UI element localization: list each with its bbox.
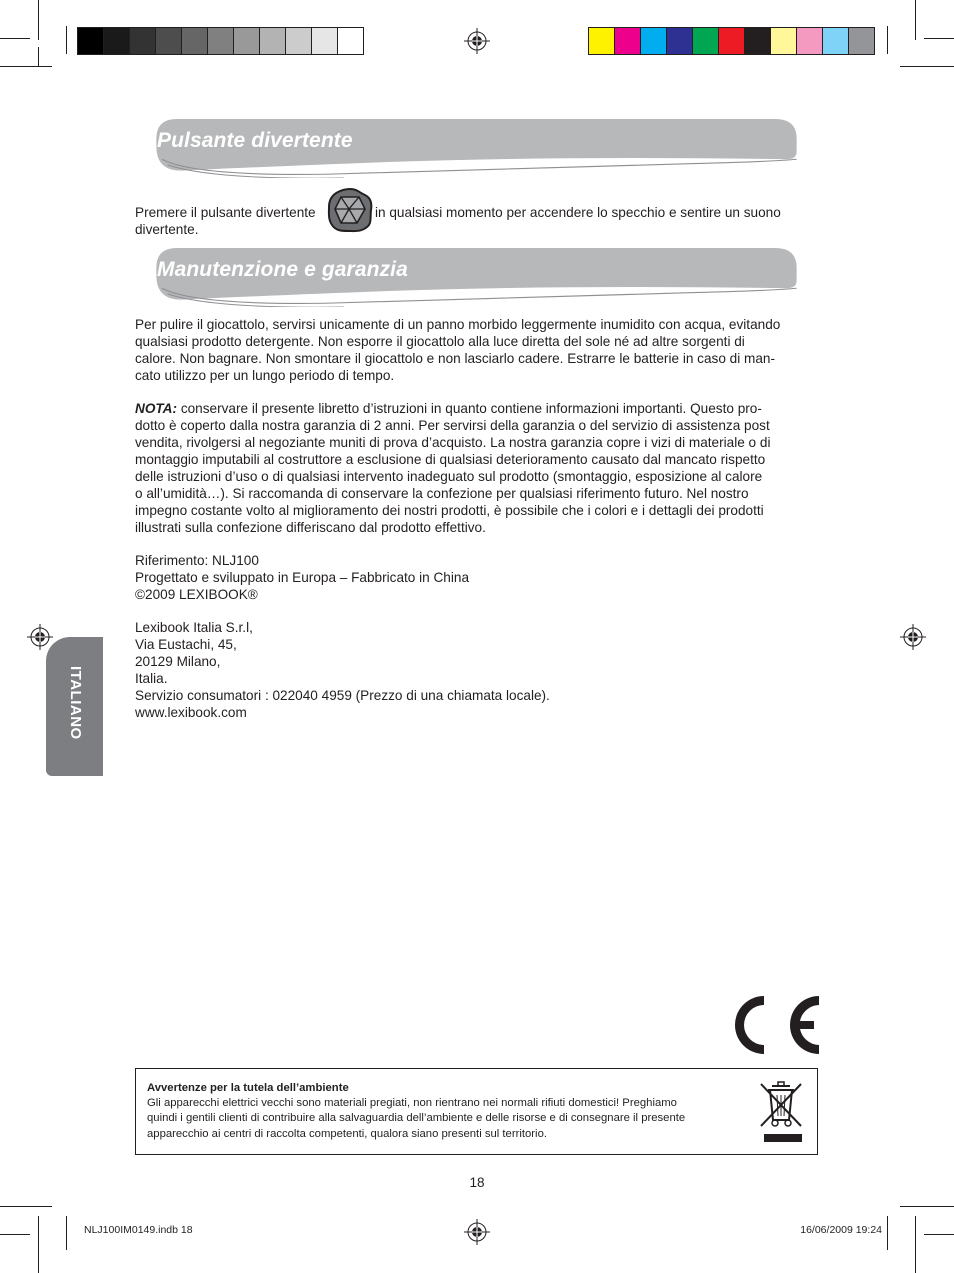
nota-line: montaggio imputabili al costruttore a esclusione di qualsiasi deterioramento causato dal mancato rispetto xyxy=(135,452,766,467)
environment-notice-title: Avvertenze per la tutela dell’ambiente xyxy=(147,1082,349,1094)
address-line: Servizio consumatori : 022040 4959 (Prezzo di una chiamata locale). xyxy=(135,688,550,703)
registration-mark-icon xyxy=(900,624,926,650)
color-swatch xyxy=(693,28,719,54)
maintenance-line: calore. Non bagnare. Non smontare il giocattolo e non lasciarlo cadere. Estrarre le batterie in caso di man- xyxy=(135,351,775,366)
color-swatch xyxy=(104,28,130,54)
address-line: Italia. xyxy=(135,671,168,686)
nota-first-line: conservare il presente libretto d’istruzioni in quanto contiene informazioni importanti. Questo pro- xyxy=(180,401,762,416)
nota-label: NOTA: xyxy=(135,401,178,416)
fun-text-after: in qualsiasi momento per accendere lo specchio e sentire un suono xyxy=(375,205,781,220)
footer-file-info: NLJ100IM0149.indb 18 xyxy=(84,1224,193,1236)
environment-notice-line: apparecchio ai centri di raccolta competenti, qualora siano presenti sul territorio. xyxy=(147,1127,547,1140)
color-swatch xyxy=(797,28,823,54)
reference-line: ©2009 LEXIBOOK® xyxy=(135,587,258,602)
color-swatch xyxy=(719,28,745,54)
color-swatch xyxy=(338,28,363,54)
color-swatch xyxy=(130,28,156,54)
color-swatch xyxy=(208,28,234,54)
maintenance-line: Per pulire il giocattolo, servirsi unicamente di un panno morbido leggermente inumidito con acqua, evitando xyxy=(135,317,781,332)
environment-notice-line: Gli apparecchi elettrici vecchi sono materiali pregiati, non rientrano nei normali rifiuti domestici! Preghiamo xyxy=(147,1097,677,1110)
fun-text-before: Premere il pulsante divertente xyxy=(135,205,316,220)
color-swatch xyxy=(234,28,260,54)
color-swatch xyxy=(286,28,312,54)
environment-notice-text xyxy=(147,1081,747,1142)
page-number: 18 xyxy=(469,1175,485,1190)
address-line: Lexibook Italia S.r.l, xyxy=(135,620,253,635)
color-swatch xyxy=(78,28,104,54)
crossed-bin-icon xyxy=(758,1078,804,1146)
reference-line: Riferimento: NLJ100 xyxy=(135,553,259,568)
nota-line: o all’umidità…). Si raccomanda di conservare la confezione per qualsiasi riferimento futuro. Nel nostro xyxy=(135,486,749,501)
color-swatch xyxy=(312,28,338,54)
registration-mark-icon xyxy=(27,624,53,650)
nota-line: vendita, rivolgersi al negoziante muniti di prova d’acquisto. La nostra garanzia copre i vizi di materiale o di xyxy=(135,435,771,450)
nota-line: delle istruzioni d’uso o di qualsiasi intervento inadeguato sul prodotto (smontaggio, esposizione al calore xyxy=(135,469,763,484)
color-swatch xyxy=(260,28,286,54)
ce-mark-icon xyxy=(730,993,820,1057)
nota-line: dotto è coperto dalla nostra garanzia di 2 anni. Per servirsi della garanzia o del servizio di assistenza post xyxy=(135,418,770,433)
maintenance-line: qualsiasi prodotto detergente. Non esporre il giocattolo alla luce diretta del sole né ad altre sorgenti di xyxy=(135,334,745,349)
environment-notice-line: quindi i gentili clienti di contribuire alla salvaguardia dell’ambiente e delle risorse e di consegnare il presente xyxy=(147,1112,686,1125)
footer-date-info: 16/06/2009 19:24 xyxy=(800,1224,882,1236)
maintenance-paragraph xyxy=(135,316,821,384)
website-link[interactable]: www.lexibook.com xyxy=(135,705,247,720)
color-calibration-bar-grayscale xyxy=(77,27,364,55)
color-swatch xyxy=(641,28,667,54)
maintenance-line: cato utilizzo per un lungo periodo di tempo. xyxy=(135,368,395,383)
section-title-maintenance: Manutenzione e garanzia xyxy=(157,258,408,281)
color-swatch xyxy=(745,28,771,54)
reference-line: Progettato e sviluppato in Europa – Fabbricato in China xyxy=(135,570,470,585)
fun-text-line2: divertente. xyxy=(135,222,199,237)
nota-line: illustrati sulla confezione differiscano dal prodotto effettivo. xyxy=(135,520,486,535)
color-swatch xyxy=(771,28,797,54)
color-calibration-bar-color xyxy=(588,27,875,55)
section-title-fun: Pulsante divertente xyxy=(157,129,353,152)
color-swatch xyxy=(182,28,208,54)
color-swatch xyxy=(589,28,615,54)
color-swatch xyxy=(849,28,874,54)
color-swatch xyxy=(156,28,182,54)
address-line: 20129 Milano, xyxy=(135,654,221,669)
language-tab-label: ITALIANO xyxy=(67,666,84,740)
registration-mark-icon xyxy=(464,1219,490,1245)
nota-paragraph xyxy=(135,400,821,536)
color-swatch xyxy=(667,28,693,54)
reference-block xyxy=(135,552,821,603)
registration-mark-icon xyxy=(464,28,490,54)
nota-line: impegno costante volto al miglioramento dei nostri prodotti, è possibile che i colori e i dettagli dei prodotti xyxy=(135,503,764,518)
color-swatch xyxy=(615,28,641,54)
address-block xyxy=(135,619,821,721)
color-swatch xyxy=(823,28,849,54)
address-line: Via Eustachi, 45, xyxy=(135,637,237,652)
